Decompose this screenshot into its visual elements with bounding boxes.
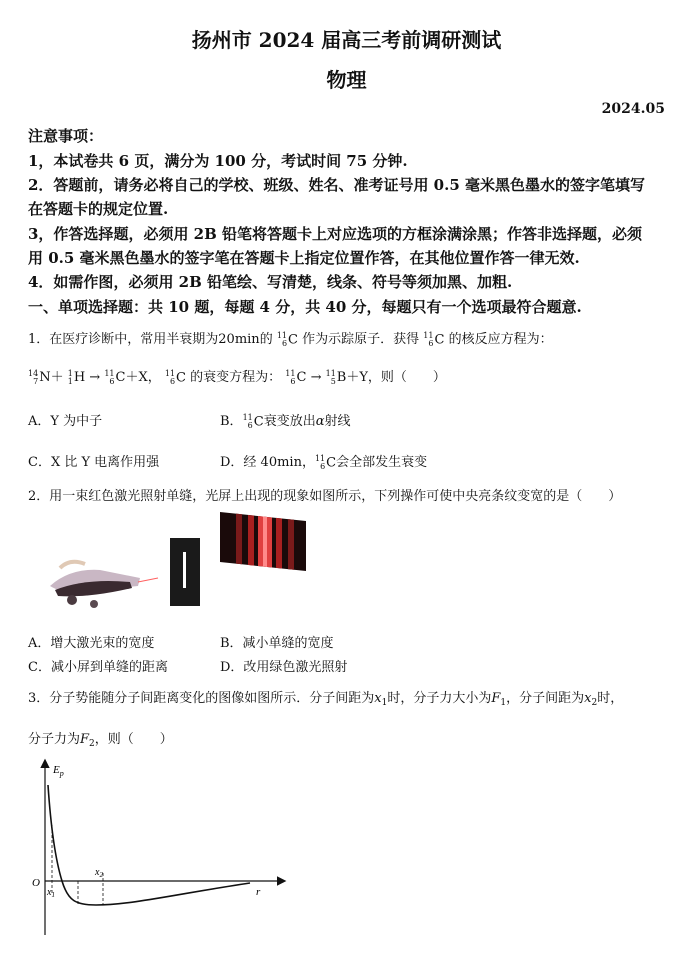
- section-heading: 一、单项选择题：共 10 题，每题 4 分，共 40 分，每题只有一个选项最符合题意.: [28, 298, 582, 316]
- notice-heading: 注意事项：: [28, 127, 104, 145]
- q2-stem: 2．用一束红色激光照射单缝，光屏上出现的现象如图所示，下列操作可使中央亮条纹变宽的是（ ）: [28, 489, 622, 504]
- nuclide-n14: 14 7: [28, 368, 39, 386]
- exam-date: 2024.05: [601, 101, 665, 117]
- q3-stem-line-1: 3．分子势能随分子间距离变化的图像如图所示．分子间距为$x_1$时，分子力大小为$F_1$，分子间距为$x_2$时，: [28, 691, 624, 708]
- q2-option-a: A．增大激光束的宽度: [28, 636, 155, 651]
- notice-item-4: 4．如需作图，必须用 2B 铅笔绘、写清楚，线条、符号等须加黑、加粗.: [28, 273, 513, 291]
- y-axis-label: $E_p$: [53, 764, 64, 778]
- notice-item-2-cont: 在答题卡的规定位置.: [28, 200, 169, 218]
- potential-energy-graph: [22, 755, 292, 940]
- q1-option-b: B． 11 6 C衰变放出α射线: [220, 412, 351, 430]
- diffraction-screen: [220, 512, 306, 571]
- q2-option-b: B．减小单缝的宽度: [220, 636, 334, 651]
- q2-option-d: D．改用绿色激光照射: [220, 660, 348, 675]
- q3-stem-line-2: 分子力为$F_2$，则（ ）: [28, 732, 173, 749]
- q2-option-c: C．减小屏到单缝的距离: [28, 660, 168, 675]
- q1-option-c: C．X 比 Y 电离作用强: [28, 455, 160, 470]
- nuclide-c11: 11 6 C: [276, 330, 298, 348]
- q1-option-a: A．Y 为中子: [28, 414, 103, 429]
- nuclide-c11: 11 6: [285, 368, 296, 386]
- nuclide-b11: 11 5: [325, 368, 336, 386]
- notice-item-3-cont: 用 0.5 毫米黑色墨水的签字笔在答题卡上指定位置作答，在其他位置作答一律无效.: [28, 249, 580, 267]
- q1-line-2: 14 7 N＋ 1 1 H → 11 6 C＋X， 11 6 C 的衰变方程为： 11 6 C → 11 5 B＋Y，则（ ）: [28, 368, 446, 386]
- q1-option-d: D．经 40min， 11 6 C会全部发生衰变: [220, 453, 428, 471]
- x1-label: $x_1$: [47, 887, 55, 899]
- notice-item-3: 3，作答选择题，必须用 2B 铅笔将答题卡上对应选项的方框涂满涂黑；作答非选择题，必须: [28, 225, 643, 243]
- exam-title: 扬州市 2024 届高三考前调研测试: [191, 28, 502, 52]
- notice-item-2: 2．答题前，请务必将自己的学校、班级、姓名、准考证号用 0.5 毫米黑色墨水的签字笔填写: [28, 176, 645, 194]
- x-axis-label: r: [256, 886, 261, 898]
- nuclide-h1: 1 1: [67, 368, 73, 386]
- subject-title: 物理: [326, 68, 367, 92]
- notice-item-1: 1，本试卷共 6 页，满分为 100 分，考试时间 75 分钟.: [28, 152, 408, 170]
- laser-diffraction-figure: [30, 508, 320, 618]
- q1-line-1: 1．在医疗诊断中，常用半衰期为20min的 11 6 C 作为示踪原子．获得 11 6 C 的核反应方程为：: [28, 330, 553, 348]
- origin-label: O: [32, 877, 40, 889]
- laser-pointer-icon: [50, 562, 158, 608]
- nuclide-c11: 11 6 C: [164, 368, 186, 386]
- nuclide-c11: 11 6 C: [423, 330, 445, 348]
- x2-label: $x_2$: [95, 867, 103, 879]
- nuclide-c11: 11 6: [104, 368, 115, 386]
